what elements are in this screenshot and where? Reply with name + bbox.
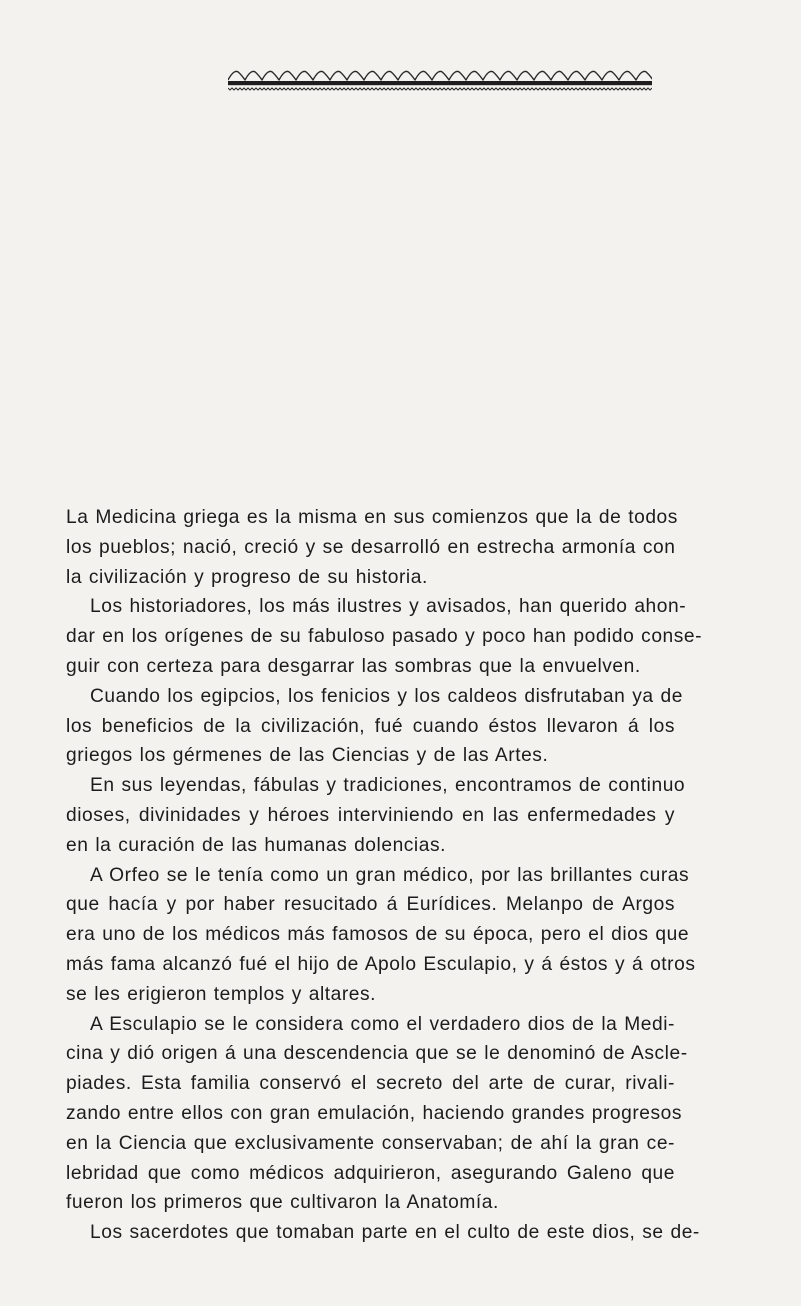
text-line: Los historiadores, los más ilustres y avisados, han querido ahon- (90, 596, 687, 618)
text-line: griegos los gérmenes de las Ciencias y de las Artes. (66, 745, 549, 767)
text-line: dioses, divinidades y héroes interviniendo en las enfermedades y (66, 804, 675, 826)
text-line: en la curación de las humanas dolencias. (66, 834, 446, 856)
text-line: que hacía y por haber resucitado á Eurídices. Melanpo de Argos (66, 894, 675, 916)
text-line: A Orfeo se le tenía como un gran médico, por las brillantes curas (90, 864, 690, 886)
text-line: lebridad que como médicos adquirieron, asegurando Galeno que (66, 1162, 675, 1184)
text-line: los beneficios de la civilización, fué cuando éstos llevaron á los (66, 715, 675, 737)
text-line: guir con certeza para desgarrar las sombras que la envuelven. (66, 655, 641, 677)
text-line: Cuando los egipcios, los fenicios y los caldeos disfrutaban ya de (90, 685, 683, 707)
text-line: era uno de los médicos más famosos de su época, pero el dios que (66, 924, 690, 946)
text-line: fueron los primeros que cultivaron la Anatomía. (66, 1192, 499, 1214)
text-line: cina y dió origen á una descendencia que se le denominó de Ascle- (66, 1043, 688, 1065)
text-line: se les erigieron templos y altares. (66, 983, 377, 1005)
decorative-wave-border (228, 66, 652, 100)
text-line: Los sacerdotes que tomaban parte en el culto de este dios, se de- (90, 1222, 700, 1244)
text-line: A Esculapio se le considera como el verdadero dios de la Medi- (90, 1013, 675, 1035)
text-line: zando entre ellos con gran emulación, haciendo grandes progresos (66, 1102, 682, 1124)
text-line: En sus leyendas, fábulas y tradiciones, encontramos de continuo (90, 775, 686, 797)
text-line: la civilización y progreso de su historia. (66, 566, 428, 588)
text-line: dar en los orígenes de su fabuloso pasado y poco han podido conse- (66, 626, 703, 648)
text-line: los pueblos; nació, creció y se desarrolló en estrecha armonía con (66, 536, 676, 558)
text-line: más fama alcanzó fué el hijo de Apolo Esculapio, y á éstos y á otros (66, 953, 696, 975)
body-text (66, 503, 703, 1248)
text-line: en la Ciencia que exclusivamente conservaban; de ahí la gran ce- (66, 1132, 675, 1154)
text-line: La Medicina griega es la misma en sus comienzos que la de todos (66, 507, 678, 528)
text-line: piades. Esta familia conservó el secreto del arte de curar, rivali- (66, 1073, 675, 1095)
